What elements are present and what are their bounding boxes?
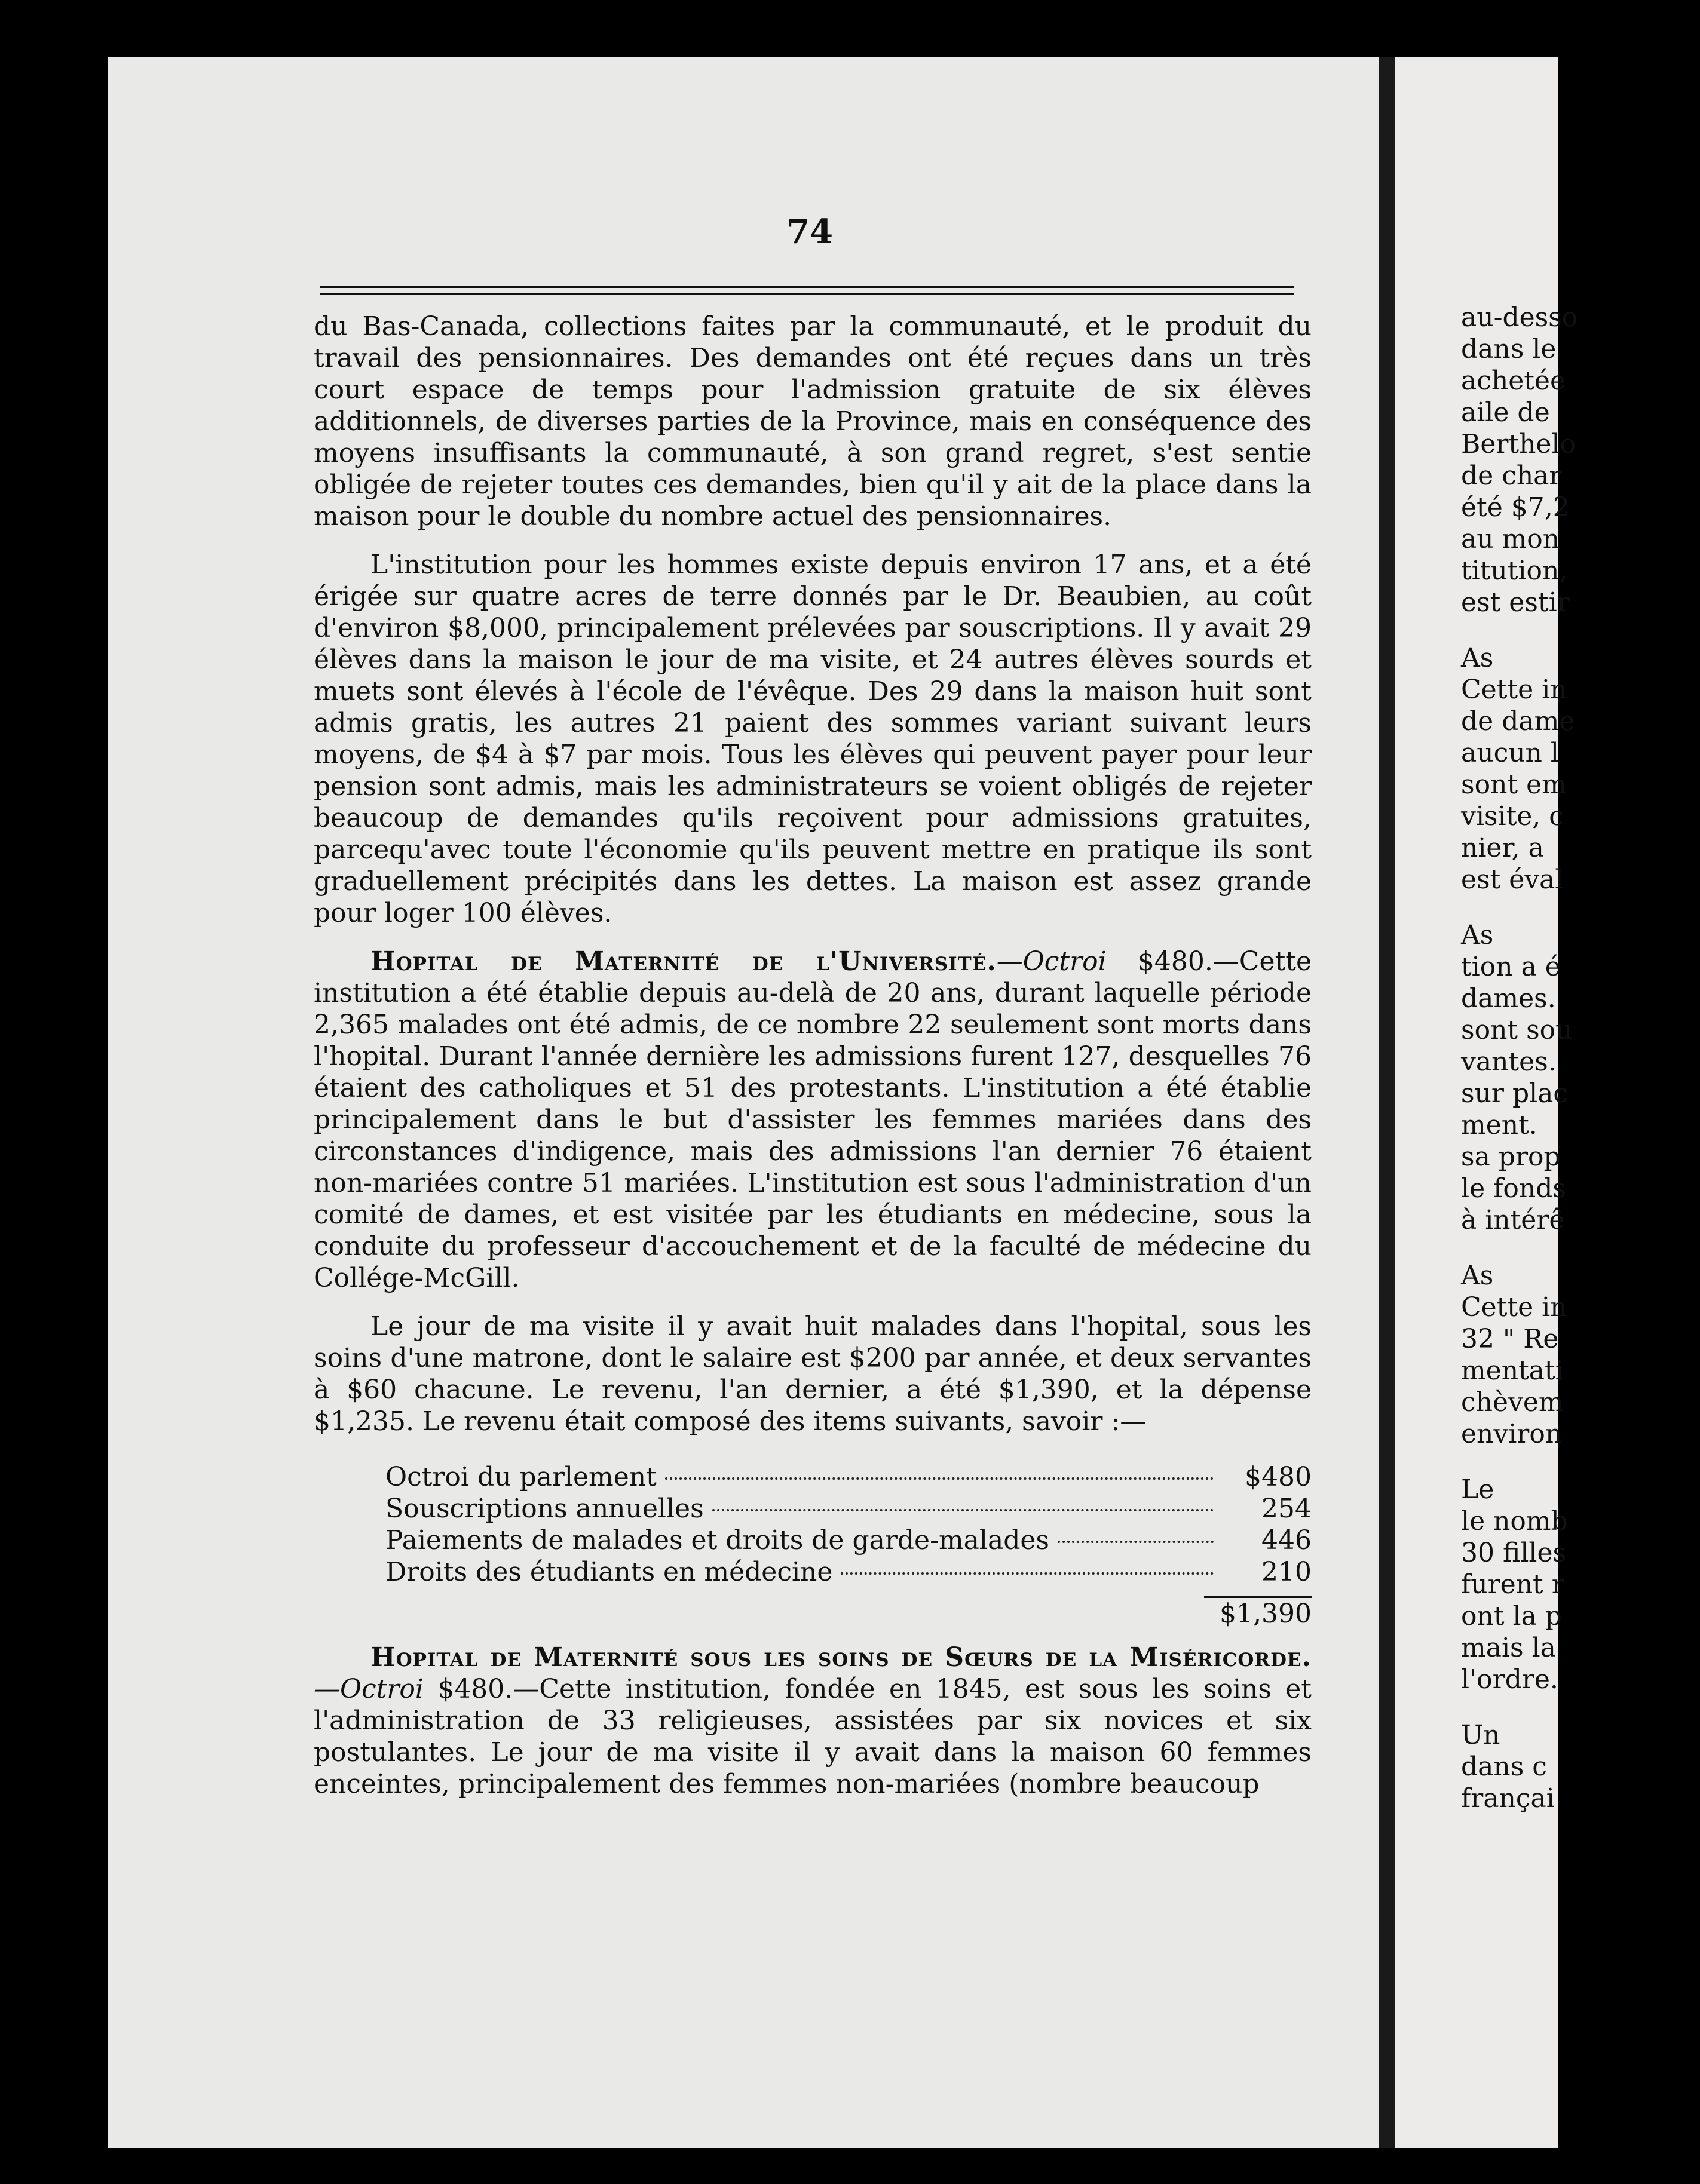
right-page-line: de dame	[1461, 706, 1575, 737]
right-page-line: le fonds	[1461, 1173, 1566, 1204]
page-number: 74	[786, 212, 833, 251]
right-page-line: nier, a	[1461, 833, 1544, 863]
right-page-line: ment.	[1461, 1110, 1537, 1140]
right-page-line: chèvem	[1461, 1387, 1564, 1418]
section-heading-misericorde: Hopital de Maternité sous les soins de Sœurs de la Miséricorde.	[370, 1642, 1312, 1673]
paragraph-3	[314, 946, 1312, 1294]
right-page-line: françai	[1461, 1783, 1555, 1814]
header-rule	[320, 286, 1294, 288]
right-page-line: ont la p	[1461, 1601, 1562, 1631]
right-page-line: est éval	[1461, 864, 1564, 895]
revenue-row: Droits des étudiants en médecine 210	[385, 1557, 1312, 1587]
octroi-label: —Octroi	[996, 946, 1107, 977]
right-page-line	[1461, 1450, 1700, 1474]
right-page-line: 32 " Re	[1461, 1324, 1559, 1354]
right-page-line: mentati	[1461, 1355, 1564, 1386]
right-page-line: l'ordre.	[1461, 1664, 1558, 1695]
right-page-line: de char	[1461, 461, 1562, 491]
right-page-line	[1461, 1236, 1700, 1260]
right-page-line: aucun l	[1461, 738, 1559, 768]
right-page-line: As	[1461, 920, 1494, 950]
right-page-text	[1461, 302, 1700, 1814]
right-page-line: sont em	[1461, 769, 1567, 800]
right-page-line: sa prop	[1461, 1142, 1561, 1172]
right-page-line: Le	[1461, 1474, 1494, 1505]
right-page-line: vantes.	[1461, 1047, 1557, 1077]
paragraph-4: Le jour de ma visite il y avait huit malades dans l'hopital, sous les soins d'une matrone, dont le salaire est $200 par année, et deux servantes à $60 chacune. Le revenu, l'an dernier, a été $1,390, et la dépense $1,235. Le revenu était composé des items suivants, savoir :—	[314, 1311, 1312, 1437]
right-page-line: Cette in	[1461, 674, 1567, 705]
right-page-line: à intérê	[1461, 1205, 1565, 1235]
paragraph-1: du Bas-Canada, collections faites par la communauté, et le produit du travail des pensionnaires. Des demandes ont été reçues dans un très court espace de temps pour l'admission gratuite de six élèves additionnels, de diverses parties de la Province, mais en conséquence des moyens insuffisants la communauté, à son grand regret, s'est sentie obligée de rejeter toutes ces demandes, bien qu'il y ait de la place dans la maison pour le double du nombre actuel des pensionnaires.	[314, 311, 1312, 532]
section-heading-universite: Hopital de Maternité de l'Université.	[370, 946, 997, 977]
right-page-line: tion a é	[1461, 952, 1561, 982]
paragraph-5	[314, 1642, 1312, 1800]
right-page-line	[1461, 1695, 1700, 1719]
revenue-row: Souscriptions annuelles 254	[385, 1493, 1312, 1524]
right-page-line: visite, c	[1461, 801, 1564, 832]
right-page-line: est estir	[1461, 587, 1570, 618]
right-page-line: au mon	[1461, 524, 1560, 554]
right-page-line: Berthelo	[1461, 429, 1576, 459]
paragraph-2: L'institution pour les hommes existe depuis environ 17 ans, et a été érigée sur quatre acres de terre donnés par le Dr. Beaubien, au coût d'environ $8,000, principalement prélevées par souscriptions. Il y avait 29 élèves dans la maison le jour de ma visite, et 24 autres élèves sourds et muets sont élevés à l'école de l'évêque. Des 29 dans la maison huit sont admis gratis, les autres 21 paient des sommes variant suivant leurs moyens, de $4 à $7 par mois. Tous les élèves qui peuvent payer pour leur pension sont admis, mais les administrateurs se voient obligés de rejeter beaucoup de demandes qu'ils reçoivent pour admissions gratuites, parcequ'avec toute l'économie qu'ils peuvent mettre en pratique ils sont graduellement précipités dans les dettes. La maison est assez grande pour loger 100 élèves.	[314, 550, 1312, 928]
right-page-line: As	[1461, 1260, 1494, 1291]
right-page-line: Un	[1461, 1720, 1500, 1750]
book-gutter	[1379, 57, 1396, 2148]
right-page-line: Cette in	[1461, 1292, 1567, 1323]
right-page-line	[1461, 618, 1700, 642]
right-page-line: furent r	[1461, 1569, 1564, 1600]
revenue-total: $1,390	[314, 1596, 1312, 1630]
header-rule-2	[320, 293, 1294, 295]
right-page-line: sont sou	[1461, 1015, 1573, 1045]
right-page-line: dames.	[1461, 983, 1556, 1014]
right-page-line: dans le	[1461, 334, 1557, 364]
octroi-label: —Octroi	[314, 1674, 424, 1704]
revenue-row: Paiements de malades et droits de garde-malades 446	[385, 1525, 1312, 1556]
right-page-line: environ	[1461, 1419, 1563, 1449]
right-page-line: As	[1461, 643, 1494, 673]
right-page-line: au-desso	[1461, 302, 1578, 333]
right-page-line: 30 filles	[1461, 1538, 1567, 1568]
right-page-line	[1461, 895, 1700, 919]
right-page-line: mais la	[1461, 1633, 1556, 1663]
revenue-row: Octroi du parlement $480	[385, 1462, 1312, 1492]
paragraph-5-body: $480.—Cette institution, fondée en 1845, est sous les soins et l'administration de 33 religieuses, assistées par six novices et six postulantes. Le jour de ma visite il y avait dans la maison 60 femmes enceintes, principalement des femmes non-mariées (nombre beaucoup	[314, 1674, 1312, 1799]
right-page-line: le nomb	[1461, 1506, 1568, 1536]
right-page-line: achetée	[1461, 366, 1566, 396]
right-page-line: titution,	[1461, 556, 1568, 586]
revenue-table	[314, 1461, 1312, 1630]
right-page-line: été $7,2	[1461, 492, 1570, 523]
main-text	[314, 311, 1312, 1817]
right-page-line: dans c	[1461, 1752, 1547, 1782]
right-page-line: aile de	[1461, 397, 1550, 428]
right-page-line: sur plac	[1461, 1078, 1569, 1109]
paragraph-3-body: $480.—Cette institution a été établie depuis au-delà de 20 ans, durant laquelle période 2,365 malades ont été admis, de ce nombre 22 seulement sont morts dans l'hopital. Durant l'année dernière les admissions furent 127, desquelles 76 étaient des catholiques et 51 des protestants. L'institution a été établie principalement dans le but d'assister les femmes mariées dans des circonstances d'indigence, mais des admissions l'an dernier 76 étaient non-mariées contre 51 mariées. L'institution est sous l'administration d'un comité de dames, et est visitée par les étudiants en médecine, sous la conduite du professeur d'accouchement et de la faculté de médecine du Collége-McGill.	[314, 946, 1312, 1293]
